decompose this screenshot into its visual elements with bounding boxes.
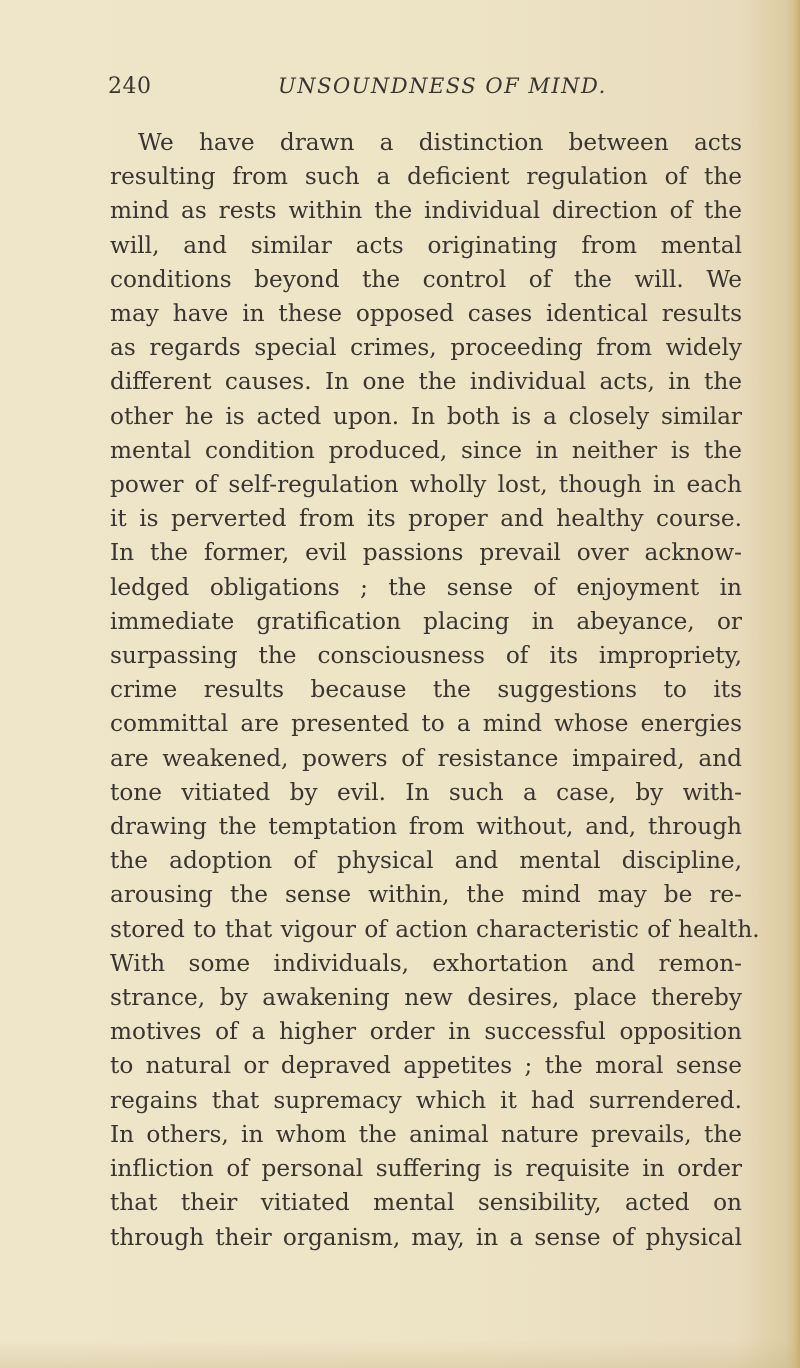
text-line: mental condition produced, since in neither is the xyxy=(110,436,742,464)
text-line: strance, by awakening new desires, place thereby xyxy=(110,984,742,1012)
text-line: In the former, evil passions prevail over acknow- xyxy=(110,539,742,567)
text-line: other he is acted upon. In both is a closely similar xyxy=(110,402,742,430)
text-line: are weakened, powers of resistance impaired, and xyxy=(110,744,742,772)
text-line: drawing the temptation from without, and, through xyxy=(110,813,742,841)
text-line: through their organism, may, in a sense of physical xyxy=(110,1223,742,1251)
text-line: In others, in whom the animal nature prevails, the xyxy=(110,1120,742,1148)
text-line: ledged obligations ; the sense of enjoyment in xyxy=(110,573,742,601)
running-head xyxy=(108,74,748,108)
page-bottom-shading xyxy=(0,1340,800,1368)
text-line: to natural or depraved appetites ; the moral sense xyxy=(110,1052,742,1080)
text-line: the adoption of physical and mental discipline, xyxy=(110,847,742,875)
body-text xyxy=(110,126,760,1255)
page-edge-shading xyxy=(786,0,800,1368)
text-line: committal are presented to a mind whose energies xyxy=(110,710,742,738)
text-line: may have in these opposed cases identical results xyxy=(110,300,742,328)
text-line: We have drawn a distinction between acts xyxy=(138,129,742,156)
text-line: infliction of personal suffering is requisite in order xyxy=(110,1155,742,1183)
running-title: UNSOUNDNESS OF MIND. xyxy=(278,74,607,98)
text-line: regains that supremacy which it had surrendered. xyxy=(110,1086,742,1114)
text-line: different causes. In one the individual acts, in the xyxy=(110,368,742,396)
text-line: crime results because the suggestions to its xyxy=(110,676,742,704)
text-line: immediate gratification placing in abeyance, or xyxy=(110,607,742,635)
page-number: 240 xyxy=(108,74,152,99)
text-line: power of self-regulation wholly lost, though in each xyxy=(110,471,742,499)
text-line: mind as rests within the individual direction of the xyxy=(110,197,742,225)
text-line: motives of a higher order in successful opposition xyxy=(110,1018,742,1046)
text-line: surpassing the consciousness of its impropriety, xyxy=(110,642,742,670)
text-line: With some individuals, exhortation and remon- xyxy=(110,949,742,977)
text-line: conditions beyond the control of the will. We xyxy=(110,265,742,293)
text-line: tone vitiated by evil. In such a case, by with- xyxy=(110,778,742,806)
text-line: will, and similar acts originating from mental xyxy=(110,231,742,259)
text-line: it is perverted from its proper and healthy course. xyxy=(110,505,742,533)
text-line: resulting from such a deficient regulation of the xyxy=(110,163,742,191)
text-line: as regards special crimes, proceeding from widely xyxy=(110,334,742,362)
text-line: that their vitiated mental sensibility, acted on xyxy=(110,1189,742,1217)
text-line: arousing the sense within, the mind may be re- xyxy=(110,881,742,909)
text-line: stored to that vigour of action characteristic of health. xyxy=(110,915,760,943)
